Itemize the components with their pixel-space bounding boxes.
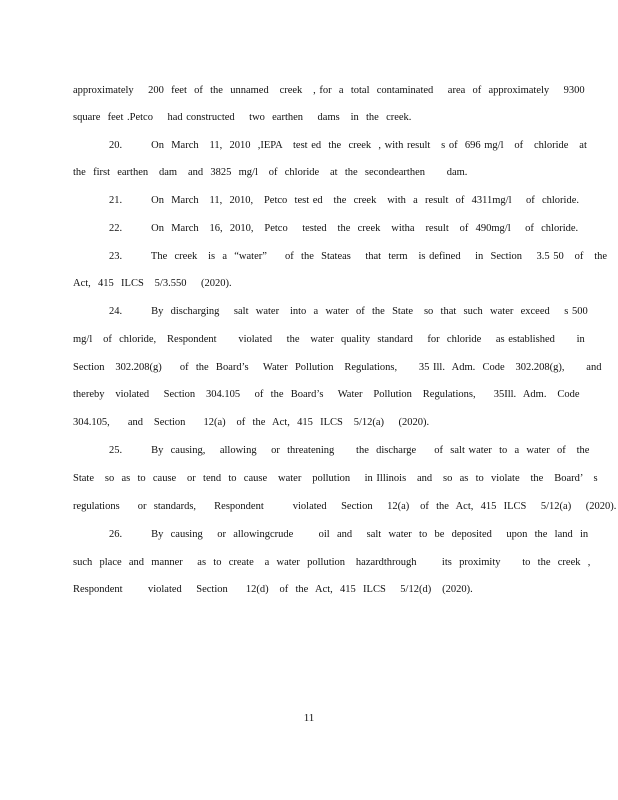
text-line-paragraph-25: 25. By causing, allowing or threatening the discharge of salt water to a water of the	[109, 445, 590, 456]
text-line-paragraph-21: 21. On March 11, 2010, Petco test ed the creek with a result of 4311mg/l of chloride.	[109, 195, 580, 206]
text-line: Section 302.208(g) of the Board’s Water Pollution Regulations, 35 Ill. Adm. Code 302.208(g), and	[73, 362, 602, 373]
text-line: State so as to cause or tend to cause water pollution in Illinois and so as to violate the Board’ s	[73, 473, 598, 484]
text-line-paragraph-24: 24. By discharging salt water into a water of the State so that such water exceed s 500	[109, 306, 588, 317]
text-line: such place and manner as to create a water pollution hazardthrough its proximity to the creek ,	[73, 557, 591, 568]
text-line: thereby violated Section 304.105 of the Board’s Water Pollution Regulations, 35Ill. Adm. Code	[73, 389, 580, 400]
text-line: the first earthen dam and 3825 mg/l of chloride at the secondearthen dam.	[73, 167, 468, 178]
text-line-paragraph-20: 20. On March 11, 2010 ,IEPA test ed the creek , with result s of 696 mg/l of chloride at	[109, 140, 587, 151]
text-line-paragraph-23: 23. The creek is a “water” of the Stateas that term is defined in Section 3.5 50 of the	[109, 251, 608, 262]
page-number: 11	[303, 712, 315, 724]
text-line: square feet .Petco had constructed two earthen dams in the creek.	[73, 112, 412, 123]
text-line: regulations or standards, Respondent violated Section 12(a) of the Act, 415 ILCS 5/12(a) (2020).	[73, 501, 617, 512]
text-line-paragraph-22: 22. On March 16, 2010, Petco tested the creek witha result of 490mg/l of chloride.	[109, 223, 579, 234]
text-line: mg/l of chloride, Respondent violated the water quality standard for chloride as established in	[73, 334, 585, 345]
text-line: approximately 200 feet of the unnamed creek , for a total contaminated area of approximately 9300	[73, 85, 585, 96]
text-line: 304.105, and Section 12(a) of the Act, 415 ILCS 5/12(a) (2020).	[73, 417, 430, 428]
text-line: Respondent violated Section 12(d) of the Act, 415 ILCS 5/12(d) (2020).	[73, 584, 473, 595]
text-line: Act, 415 ILCS 5/3.550 (2020).	[73, 278, 232, 289]
text-line-paragraph-26: 26. By causing or allowingcrude oil and salt water to be deposited upon the land in	[109, 529, 589, 540]
